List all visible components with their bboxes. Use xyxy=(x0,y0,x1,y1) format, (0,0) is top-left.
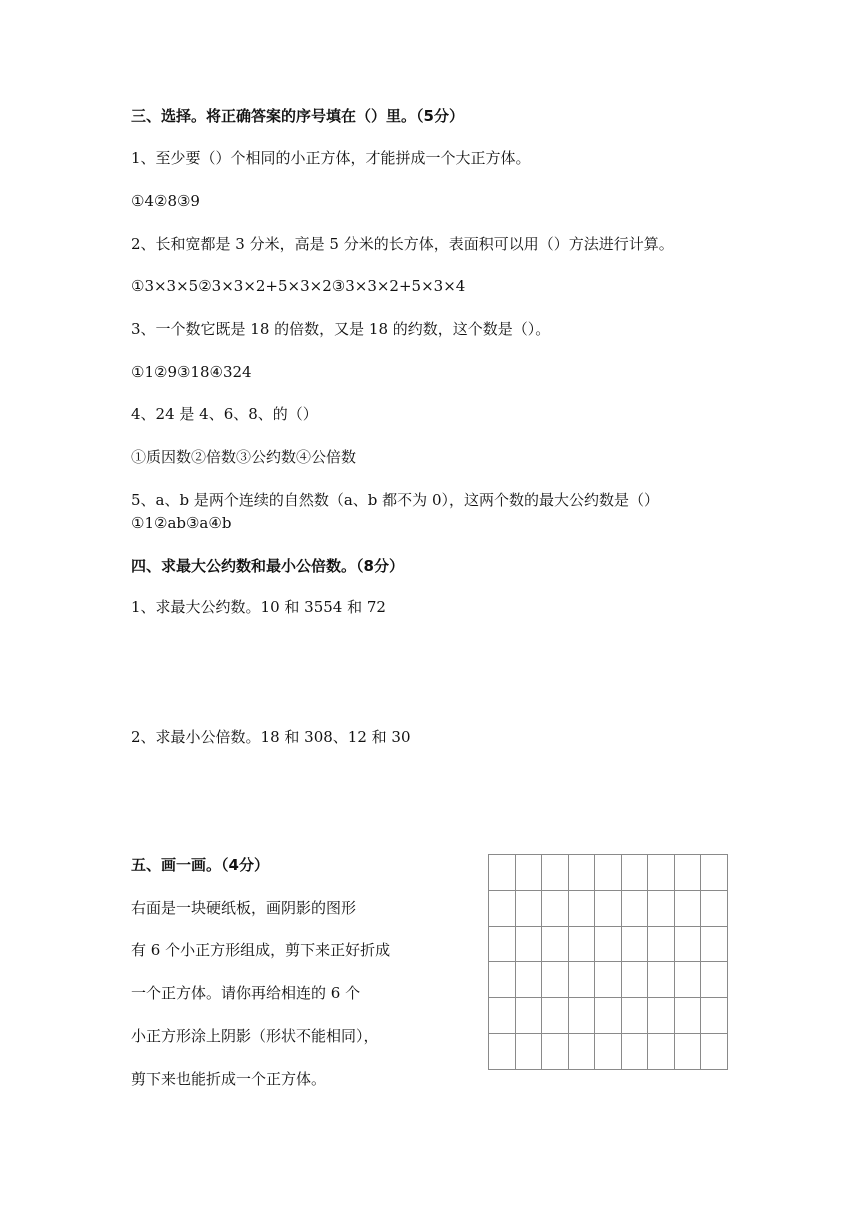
grid-cell xyxy=(542,891,569,927)
grid-cell xyxy=(516,962,543,998)
grid-cell xyxy=(542,855,569,891)
grid-cell xyxy=(569,1034,596,1070)
grid-cell xyxy=(595,891,622,927)
grid-cell xyxy=(648,855,675,891)
grid-cell xyxy=(595,998,622,1034)
grid-cell xyxy=(675,998,702,1034)
grid-cell xyxy=(675,891,702,927)
question-3-1: 1、至少要（）个相同的小正方体，才能拼成一个大正方体。 xyxy=(131,149,531,167)
grid-cell xyxy=(542,1034,569,1070)
section5-line-4: 小正方形涂上阴影（形状不能相同）， xyxy=(131,1027,379,1045)
question-3-5-options: ①1②ab③a④b xyxy=(131,514,232,532)
grid-cell xyxy=(569,998,596,1034)
grid-cell xyxy=(648,891,675,927)
grid-cell xyxy=(648,927,675,963)
grid-cell xyxy=(489,891,516,927)
grid-cell xyxy=(542,962,569,998)
grid-cell xyxy=(516,927,543,963)
question-3-2: 2、长和宽都是 3 分米，高是 5 分米的长方体，表面积可以用（）方法进行计算。 xyxy=(131,235,674,253)
grid-cell xyxy=(516,855,543,891)
grid-cell xyxy=(648,1034,675,1070)
grid-cell xyxy=(542,927,569,963)
section5-line-5: 剪下来也能折成一个正方体。 xyxy=(131,1070,327,1088)
section5-line-1: 右面是一块硬纸板，画阴影的图形 xyxy=(131,899,357,917)
grid-cell xyxy=(675,927,702,963)
grid-cell xyxy=(595,962,622,998)
grid-cell xyxy=(595,855,622,891)
grid-cell xyxy=(675,1034,702,1070)
question-3-3-options: ①1②9③18④324 xyxy=(131,363,252,381)
grid-cell xyxy=(489,1034,516,1070)
grid-cell xyxy=(516,1034,543,1070)
grid-cell xyxy=(489,998,516,1034)
grid-cell xyxy=(489,962,516,998)
section5-heading: 五、画一画。（4分） xyxy=(131,856,269,874)
grid-cell xyxy=(622,891,649,927)
grid-cell xyxy=(701,927,728,963)
grid-cell xyxy=(542,998,569,1034)
grid-cell xyxy=(489,927,516,963)
grid-cell xyxy=(622,962,649,998)
grid-cell xyxy=(569,927,596,963)
grid-cell xyxy=(516,998,543,1034)
question-3-1-options: ①4②8③9 xyxy=(131,192,200,210)
question-4-2: 2、求最小公倍数。18 和 308、12 和 30 xyxy=(131,728,411,746)
grid-cell xyxy=(701,998,728,1034)
grid-cell xyxy=(675,855,702,891)
question-4-1: 1、求最大公约数。10 和 3554 和 72 xyxy=(131,598,386,616)
grid-cell xyxy=(516,891,543,927)
grid-cell xyxy=(622,927,649,963)
question-3-4-options: ①质因数②倍数③公约数④公倍数 xyxy=(131,448,357,466)
grid-cell xyxy=(622,998,649,1034)
grid-cell xyxy=(489,855,516,891)
grid-cell xyxy=(569,891,596,927)
question-3-5: 5、a、b 是两个连续的自然数（a、b 都不为 0），这两个数的最大公约数是（） xyxy=(131,491,659,509)
grid-cell xyxy=(701,962,728,998)
grid-cell xyxy=(595,927,622,963)
grid-cell xyxy=(569,855,596,891)
grid-cell xyxy=(622,855,649,891)
grid-cell xyxy=(648,962,675,998)
grid-cell xyxy=(701,1034,728,1070)
grid-cell xyxy=(569,962,596,998)
question-3-4: 4、24 是 4、6、8、的（） xyxy=(131,405,318,423)
section5-line-2: 有 6 个小正方形组成，剪下来正好折成 xyxy=(131,941,391,959)
section4-heading: 四、求最大公约数和最小公倍数。（8分） xyxy=(131,557,404,575)
question-3-3: 3、一个数它既是 18 的倍数，又是 18 的约数，这个数是（）。 xyxy=(131,320,551,338)
section5-line-3: 一个正方体。请你再给相连的 6 个 xyxy=(131,984,361,1002)
grid-cell xyxy=(648,998,675,1034)
grid-cell xyxy=(622,1034,649,1070)
grid-cell xyxy=(701,891,728,927)
grid-cell xyxy=(701,855,728,891)
section3-heading: 三、选择。将正确答案的序号填在（）里。（5分） xyxy=(131,107,464,125)
cardboard-grid xyxy=(488,854,728,1070)
grid-cell xyxy=(675,962,702,998)
grid-cell xyxy=(595,1034,622,1070)
question-3-2-options: ①3×3×5②3×3×2+5×3×2③3×3×2+5×3×4 xyxy=(131,277,466,295)
